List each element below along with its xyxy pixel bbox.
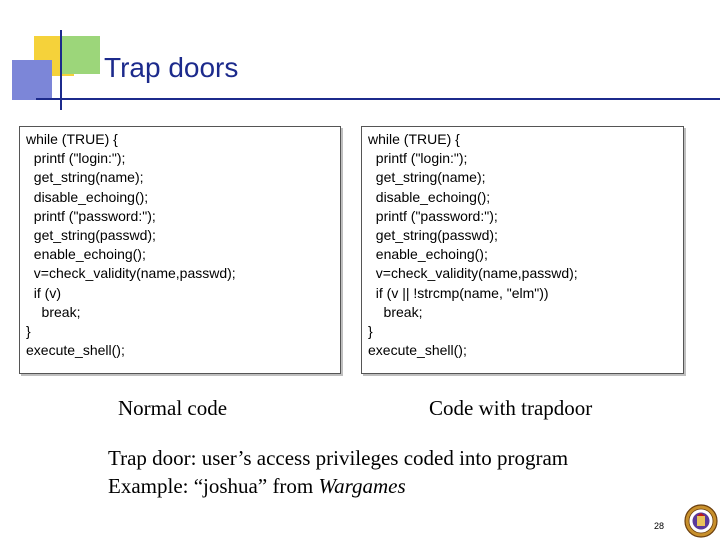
page-number: 28	[654, 521, 665, 531]
example-movie-title: Wargames	[318, 474, 406, 498]
deco-horizontal-line	[36, 98, 720, 100]
code-line: v=check_validity(name,passwd);	[368, 265, 578, 282]
code-line: v=check_validity(name,passwd);	[26, 265, 236, 282]
code-line: }	[368, 323, 373, 340]
deco-green-square	[62, 36, 100, 74]
code-line: printf ("login:");	[368, 150, 468, 167]
code-line: while (TRUE) {	[26, 131, 118, 147]
code-line: get_string(passwd);	[26, 227, 156, 244]
code-line: get_string(name);	[368, 169, 486, 186]
code-line: while (TRUE) {	[368, 131, 460, 147]
trapdoor-code-caption: Code with trapdoor	[429, 396, 593, 420]
code-line: disable_echoing();	[26, 188, 149, 205]
code-line: }	[26, 323, 31, 340]
code-line: break;	[368, 303, 423, 320]
code-line: disable_echoing();	[368, 188, 491, 205]
trapdoor-code-box	[361, 126, 684, 374]
normal-code-caption: Normal code	[118, 396, 228, 420]
code-line: get_string(name);	[26, 169, 144, 186]
code-line: execute_shell();	[368, 342, 467, 359]
code-line: execute_shell();	[26, 342, 125, 359]
code-line: break;	[26, 303, 81, 320]
deco-blue-square	[12, 60, 52, 100]
university-seal-icon	[684, 504, 718, 538]
trap-door-example	[108, 474, 406, 499]
code-line: printf ("login:");	[26, 150, 126, 167]
code-line: printf ("password:");	[26, 207, 156, 224]
trap-door-definition: Trap door: user’s access privileges coded into program	[108, 446, 569, 470]
code-line: if (v || !strcmp(name, "elm"))	[368, 284, 549, 301]
slide-title: Trap doors	[104, 52, 239, 83]
code-line: get_string(passwd);	[368, 227, 498, 244]
example-prefix: Example: “joshua” from	[108, 474, 319, 498]
code-line: printf ("password:");	[368, 207, 498, 224]
code-line: if (v)	[26, 284, 61, 301]
code-line: enable_echoing();	[26, 246, 146, 263]
code-line: enable_echoing();	[368, 246, 488, 263]
normal-code-box	[19, 126, 341, 374]
